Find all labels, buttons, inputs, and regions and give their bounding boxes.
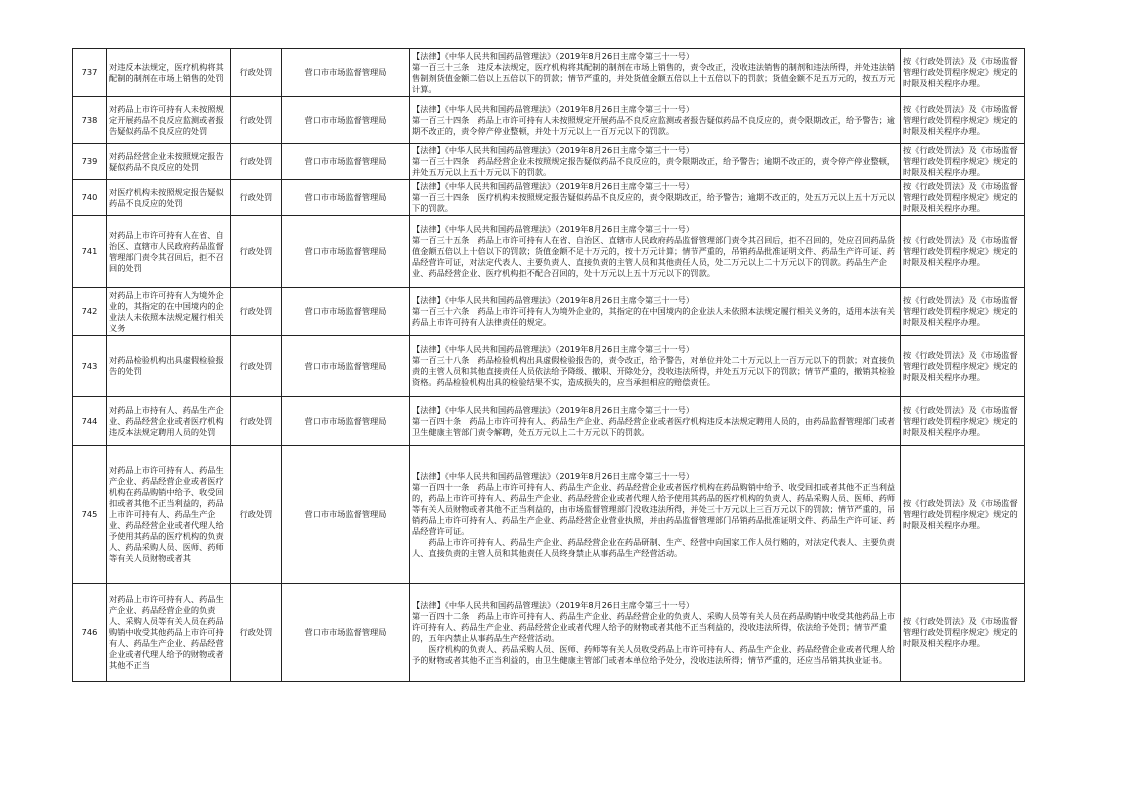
table-row: [73, 216, 1025, 288]
procedure-rule: 按《行政处罚法》及《市场监督管理行政处罚程序规定》规定的时限及相关程序办理。: [901, 97, 1025, 144]
item-name: 对药品上市许可持有人在省、自治区、直辖市人民政府药品监督管理部门责令其召回后，拒不召回的处罚: [107, 216, 231, 288]
procedure-rule: 按《行政处罚法》及《市场监督管理行政处罚程序规定》规定的时限及相关程序办理。: [901, 216, 1025, 288]
law-title: 【法律】《中华人民共和国药品管理法》（2019年8月26日主席令第三十一号）: [412, 470, 695, 481]
law-title: 【法律】《中华人民共和国药品管理法》（2019年8月26日主席令第三十一号）: [412, 181, 695, 191]
item-name: 对药品上市许可持有人未按照规定开展药品不良反应监测或者报告疑似药品不良反应的处罚: [107, 97, 231, 144]
law-article: 第一百三十六条 药品上市许可持有人为境外企业的，其指定的在中国境内的企业法人未依照本法规定履行相关义务的，适用本法有关药品上市许可持有人法律责任的规定。: [412, 306, 896, 327]
department: 营口市市场监督管理局: [282, 397, 410, 446]
row-number: 745: [73, 446, 107, 584]
table-row: [73, 97, 1025, 144]
item-type: 行政处罚: [231, 397, 282, 446]
procedure-rule: 按《行政处罚法》及《市场监督管理行政处罚程序规定》规定的时限及相关程序办理。: [901, 336, 1025, 397]
law-article: 第一百三十四条 药品上市许可持有人未按照规定开展药品不良反应监测或者报告疑似药品不良反应的，责令限期改正，给予警告；逾期不改正的，责令停产停业整顿，并处十万元以上一百万元以下的罚款。: [412, 114, 896, 136]
item-name: 对违反本法规定，医疗机构将其配制的制剂在市场上销售的处罚: [107, 49, 231, 97]
table-row: [73, 584, 1025, 682]
law-title: 【法律】《中华人民共和国药品管理法》（2019年8月26日主席令第三十一号）: [412, 404, 695, 415]
row-number: 738: [73, 97, 107, 144]
law-article: 第一百三十八条 药品检验机构出具虚假检验报告的，责令改正，给予警告，对单位并处二十万元以上一百万元以下的罚款；对直接负责的主管人员和其他直接责任人员依法给予降级、撤职、开除处分，没收违法所得，并处五万元以下的罚款；情节严重的，撤销其检验资格。药品检验机构出具的检验结果不实，造成损失的，应当承担相应的赔偿责任。: [412, 355, 896, 387]
procedure-rule: 按《行政处罚法》及《市场监督管理行政处罚程序规定》规定的时限及相关程序办理。: [901, 144, 1025, 180]
legal-basis: [410, 216, 901, 288]
procedure-rule: 按《行政处罚法》及《市场监督管理行政处罚程序规定》规定的时限及相关程序办理。: [901, 180, 1025, 216]
legal-basis: [410, 397, 901, 446]
row-number: 741: [73, 216, 107, 288]
law-title: 【法律】《中华人民共和国药品管理法》（2019年8月26日主席令第三十一号）: [412, 103, 695, 114]
department: 营口市市场监督管理局: [282, 144, 410, 180]
law-article: 第一百四十条 药品上市许可持有人、药品生产企业、药品经营企业或者医疗机构违反本法规定聘用人员的，由药品监督管理部门或者卫生健康主管部门责令解聘，处五万元以上二十万元以下的罚款。: [412, 415, 896, 437]
department: 营口市市场监督管理局: [282, 216, 410, 288]
procedure-rule: 按《行政处罚法》及《市场监督管理行政处罚程序规定》规定的时限及相关程序办理。: [901, 397, 1025, 446]
item-name: 对药品上市许可持有人、药品生产企业、药品经营企业的负责人、采购人员等有关人员在药品购销中收受其他药品上市许可持有人、药品生产企业、药品经营企业或者代理人给予的财物或者其他不正当: [107, 584, 231, 682]
law-article: 第一百三十四条 医疗机构未按照规定报告疑似药品不良反应的，责令限期改正，给予警告；逾期不改正的，处五万元以上五十万元以下的罚款。: [412, 192, 896, 213]
law-article: 第一百三十五条 药品上市许可持有人在省、自治区、直辖市人民政府药品监督管理部门责令其召回后，拒不召回的，处应召回药品货值金额五倍以上十倍以下的罚款；货值金额不足十万元的，按十万元计算；情节严重的，吊销药品批准证明文件、药品生产许可证、药品经营许可证，对法定代表人、主要负责人、直接负责的主管人员和其他责任人员，处二万元以上二十万元以下的罚款。药品生产企业、药品经营企业、医疗机构拒不配合召回的，处十万元以上五十万元以下的罚款。: [412, 235, 896, 278]
item-type: 行政处罚: [231, 216, 282, 288]
procedure-rule: 按《行政处罚法》及《市场监督管理行政处罚程序规定》规定的时限及相关程序办理。: [901, 446, 1025, 584]
department: 营口市市场监督管理局: [282, 49, 410, 97]
item-name: 对医疗机构未按照规定报告疑似药品不良反应的处罚: [107, 180, 231, 216]
legal-basis: [410, 144, 901, 180]
table-row: [73, 288, 1025, 336]
law-article: 第一百四十一条 药品上市许可持有人、药品生产企业、药品经营企业或者医疗机构在药品购销中给予、收受回扣或者其他不正当利益的，药品上市许可持有人、药品生产企业、药品经营企业或者代理人给予使用其药品的医疗机构的负责人、药品采购人员、医师、药师等有关人员财物或者其他不正当利益的，由市场监督管理部门没收违法所得，并处三十万元以上三百万元以下的罚款；情节严重的，吊销药品上市许可持有人、药品生产企业、药品经营企业营业执照，并由药品监督管理部门吊销药品批准证明文件、药品生产许可证、药品经营许可证。: [412, 481, 896, 536]
item-name: 对药品检验机构出具虚假检验报告的处罚: [107, 336, 231, 397]
department: 营口市市场监督管理局: [282, 288, 410, 336]
row-number: 739: [73, 144, 107, 180]
law-title: 【法律】《中华人民共和国药品管理法》（2019年8月26日主席令第三十一号）: [412, 145, 695, 155]
legal-basis: [410, 49, 901, 97]
law-article-paragraph: 药品上市许可持有人、药品生产企业、药品经营企业在药品研制、生产、经营中向国家工作人员行贿的，对法定代表人、主要负责人、直接负责的主管人员和其他责任人员终身禁止从事药品生产经营活动。: [412, 536, 896, 558]
department: 营口市市场监督管理局: [282, 97, 410, 144]
department: 营口市市场监督管理局: [282, 336, 410, 397]
row-number: 742: [73, 288, 107, 336]
table-row: [73, 336, 1025, 397]
law-title: 【法律】《中华人民共和国药品管理法》（2019年8月26日主席令第三十一号）: [412, 344, 695, 354]
department: 营口市市场监督管理局: [282, 584, 410, 682]
row-number: 746: [73, 584, 107, 682]
item-type: 行政处罚: [231, 446, 282, 584]
law-article: 第一百三十四条 药品经营企业未按照规定报告疑似药品不良反应的，责令限期改正，给予警告；逾期不改正的，责令停产停业整顿，并处五万元以上五十万元以下的罚款。: [412, 156, 896, 177]
department: 营口市市场监督管理局: [282, 180, 410, 216]
law-article: 第一百四十二条 药品上市许可持有人、药品生产企业、药品经营企业的负责人、采购人员等有关人员在药品购销中收受其他药品上市许可持有人、药品生产企业、药品经营企业或者代理人给予的财物或者其他不正当利益的，没收违法所得，依法给予处罚；情节严重的，五年内禁止从事药品生产经营活动。: [412, 610, 896, 643]
item-type: 行政处罚: [231, 97, 282, 144]
item-name: 对药品上市持有人、药品生产企业、药品经营企业或者医疗机构违反本法规定聘用人员的处罚: [107, 397, 231, 446]
legal-basis: [410, 180, 901, 216]
legal-basis: [410, 446, 901, 584]
item-type: 行政处罚: [231, 144, 282, 180]
item-type: 行政处罚: [231, 336, 282, 397]
row-number: 740: [73, 180, 107, 216]
law-article-paragraph: 医疗机构的负责人、药品采购人员、医师、药师等有关人员收受药品上市许可持有人、药品生产企业、药品经营企业或者代理人给予的财物或者其他不正当利益的，由卫生健康主管部门或者本单位给予处分，没收违法所得；情节严重的，还应当吊销其执业证书。: [412, 643, 896, 665]
department: 营口市市场监督管理局: [282, 446, 410, 584]
procedure-rule: 按《行政处罚法》及《市场监督管理行政处罚程序规定》规定的时限及相关程序办理。: [901, 49, 1025, 97]
item-type: 行政处罚: [231, 49, 282, 97]
procedure-rule: 按《行政处罚法》及《市场监督管理行政处罚程序规定》规定的时限及相关程序办理。: [901, 584, 1025, 682]
item-type: 行政处罚: [231, 584, 282, 682]
row-number: 743: [73, 336, 107, 397]
enforcement-table: [72, 48, 1025, 682]
table-row: [73, 180, 1025, 216]
law-title: 【法律】《中华人民共和国药品管理法》（2019年8月26日主席令第三十一号）: [412, 599, 695, 610]
legal-basis: [410, 336, 901, 397]
legal-basis: [410, 97, 901, 144]
item-name: 对药品上市许可持有人、药品生产企业、药品经营企业或者医疗机构在药品购销中给予、收受回扣或者其他不正当利益的，药品上市许可持有人、药品生产企业、药品经营企业或者代理人给予使用其药品的医疗机构的负责人、药品采购人员、医师、药师等有关人员财物或者其: [107, 446, 231, 584]
item-type: 行政处罚: [231, 288, 282, 336]
legal-basis: [410, 288, 901, 336]
law-title: 【法律】《中华人民共和国药品管理法》（2019年8月26日主席令第三十一号）: [412, 50, 695, 61]
row-number: 744: [73, 397, 107, 446]
table-row: [73, 397, 1025, 446]
table-row: [73, 446, 1025, 584]
law-title: 【法律】《中华人民共和国药品管理法》（2019年8月26日主席令第三十一号）: [412, 224, 695, 234]
item-type: 行政处罚: [231, 180, 282, 216]
item-name: 对药品经营企业未按照规定报告疑似药品不良反应的处罚: [107, 144, 231, 180]
row-number: 737: [73, 49, 107, 97]
table-row: [73, 49, 1025, 97]
law-title: 【法律】《中华人民共和国药品管理法》（2019年8月26日主席令第三十一号）: [412, 295, 695, 305]
table-row: [73, 144, 1025, 180]
item-name: 对药品上市许可持有人为境外企业的，其指定的在中国境内的企业法人未依照本法规定履行相关义务: [107, 288, 231, 336]
legal-basis: [410, 584, 901, 682]
procedure-rule: 按《行政处罚法》及《市场监督管理行政处罚程序规定》规定的时限及相关程序办理。: [901, 288, 1025, 336]
law-article: 第一百三十三条 违反本法规定，医疗机构将其配制的制剂在市场上销售的，责令改正，没收违法销售的制剂和违法所得，并处违法销售制剂货值金额二倍以上五倍以下的罚款；情节严重的，并处货值金额五倍以上十五倍以下的罚款；货值金额不足五万元的，按五万元计算。: [412, 61, 896, 94]
